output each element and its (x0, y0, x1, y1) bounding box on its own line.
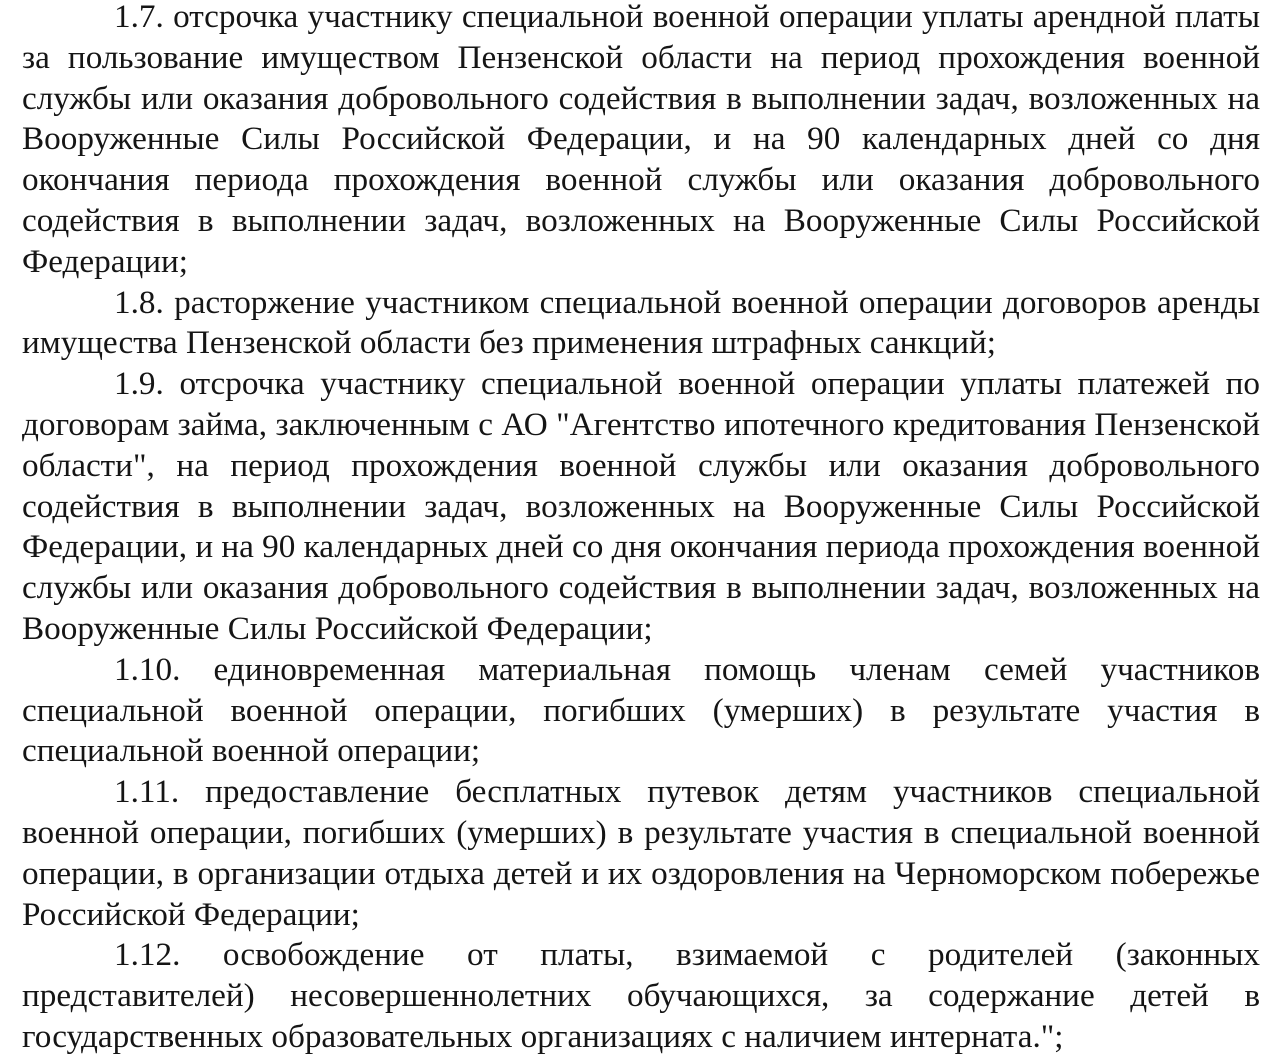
paragraph-1-8: 1.8. расторжение участником специальной военной операции договоров аренды имущества Пензенской области без применения штрафных санкций; (22, 283, 1260, 362)
paragraph-1-10: 1.10. единовременная материальная помощь членам семей участников специальной военной операции, погибших (умерших) в результате участия в специальной военной операции; (22, 650, 1260, 770)
paragraph-1-9: 1.9. отсрочка участнику специальной военной операции уплаты платежей по договорам займа, заключенным с АО "Агентство ипотечного кредитования Пензенской области", на период прохождения военной службы или оказания добровольного содействия в выполнении задач, возложенных на Вооруженные Силы Российской Федерации, и на 90 календарных дней со дня окончания периода прохождения военной службы или оказания добровольного содействия в выполнении задач, возложенных на Вооруженные Силы Российской Федерации; (22, 365, 1260, 647)
paragraph-1-12: 1.12. освобождение от платы, взимаемой с родителей (законных представителей) несовершеннолетних обучающихся, за содержание детей в государственных образовательных организациях с наличием интерната."; (22, 936, 1260, 1055)
paragraph-1-7: 1.7. отсрочка участнику специальной военной операции уплаты арендной платы за пользование имуществом Пензенской области на период прохождения военной службы или оказания добровольного содействия в выполнении задач, возложенных на Вооруженные Силы Российской Федерации, и на 90 календарных дней со дня окончания периода прохождения военной службы или оказания добровольного содействия в выполнении задач, возложенных на Вооруженные Силы Российской Федерации; (22, 0, 1260, 280)
paragraph-1-11: 1.11. предоставление бесплатных путевок детям участников специальной военной операции, погибших (умерших) в результате участия в специальной военной операции, в организации отдыха детей и их оздоровления на Черноморском побережье Российской Федерации; (22, 773, 1260, 933)
